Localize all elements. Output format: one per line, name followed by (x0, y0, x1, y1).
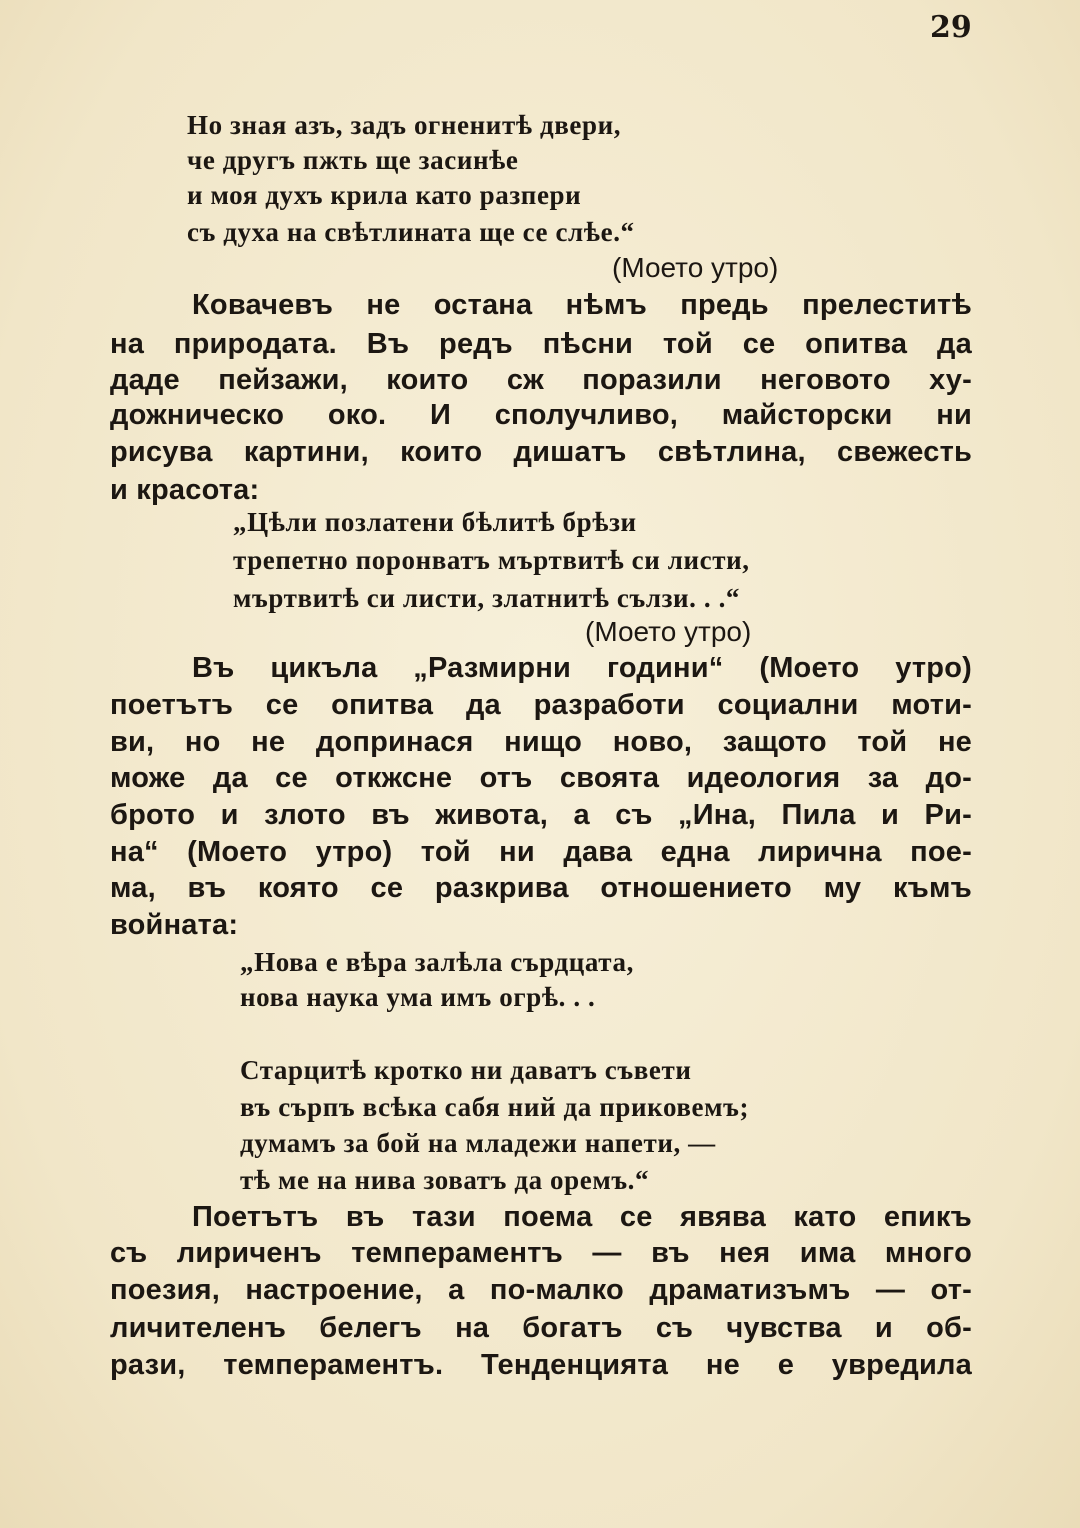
paragraph-line: войната: (110, 909, 239, 941)
paragraph-line: може да се откжсне отъ своята идеология за до- (110, 762, 972, 794)
verse-line: и моя духъ крила като разпери (187, 180, 582, 210)
paragraph-line: ви, но не допринася нищо ново, защото той не (110, 726, 972, 758)
verse-line: въ сърпъ всѣка сабя ний да приковемъ; (240, 1092, 750, 1122)
verse-line: тѣ ме на нива зоватъ да оремъ.“ (240, 1165, 650, 1195)
verse-line: „Нова е вѣра залѣла сърдцата, (240, 947, 634, 977)
paragraph-line: дожническо око. И сполучливо, майсторски ни (110, 399, 972, 431)
verse-line: Но зная азъ, задъ огненитѣ двери, (187, 110, 622, 140)
paragraph-line: съ лириченъ темпераментъ — въ нея има много (110, 1237, 972, 1269)
paragraph-line: Поетътъ въ тази поема се явява като епикъ (192, 1201, 972, 1233)
paragraph-line: на“ (Моето утро) той ни дава една лирична пое- (110, 836, 972, 868)
verse-line: Старцитѣ кротко ни даватъ съвети (240, 1055, 692, 1085)
attribution: (Моето утро) (585, 616, 752, 647)
verse-line: трепетно поронватъ мъртвитѣ си листи, (233, 545, 750, 575)
verse-line: съ духа на свѣтлината ще се слѣе.“ (187, 217, 635, 247)
paragraph-line: Въ цикъла „Размирни години“ (Моето утро) (192, 652, 972, 684)
paragraph-line: поетътъ се опитва да разработи социални моти- (110, 689, 972, 721)
verse-line: думамъ за бой на младежи напети, — (240, 1128, 716, 1158)
paragraph-line: Ковачевъ не остана нѣмъ предь прелеститѣ (192, 289, 972, 321)
attribution: (Моето утро) (612, 252, 779, 283)
paragraph-line: даде пейзажи, които сж поразили неговото ху- (110, 364, 972, 396)
page-number: 29 (930, 10, 972, 45)
paragraph-line: ма, въ която се разкрива отношението му къмъ (110, 872, 972, 904)
paragraph-line: рази, темпераментъ. Тенденцията не е увредила (110, 1349, 972, 1381)
verse-line: нова наука ума имъ огрѣ. . . (240, 982, 596, 1012)
paragraph-line: брото и злото въ живота, а съ „Ина, Пила и Ри- (110, 799, 972, 831)
paragraph-line: на природата. Въ редъ пѣсни той се опитва да (110, 328, 972, 360)
paragraph-line: личителенъ белегъ на богатъ съ чувства и об- (110, 1312, 972, 1344)
paragraph-line: рисува картини, които дишатъ свѣтлина, свежесть (110, 436, 972, 468)
paragraph-line: и красота: (110, 474, 260, 506)
verse-line: че другъ пжть ще засинѣе (187, 145, 519, 175)
verse-line: „Цѣли позлатени бѣлитѣ брѣзи (233, 507, 637, 537)
paragraph-line: поезия, настроение, а по-малко драматизъмъ — от- (110, 1274, 972, 1306)
verse-line: мъртвитѣ си листи, златнитѣ сълзи. . .“ (233, 583, 741, 613)
